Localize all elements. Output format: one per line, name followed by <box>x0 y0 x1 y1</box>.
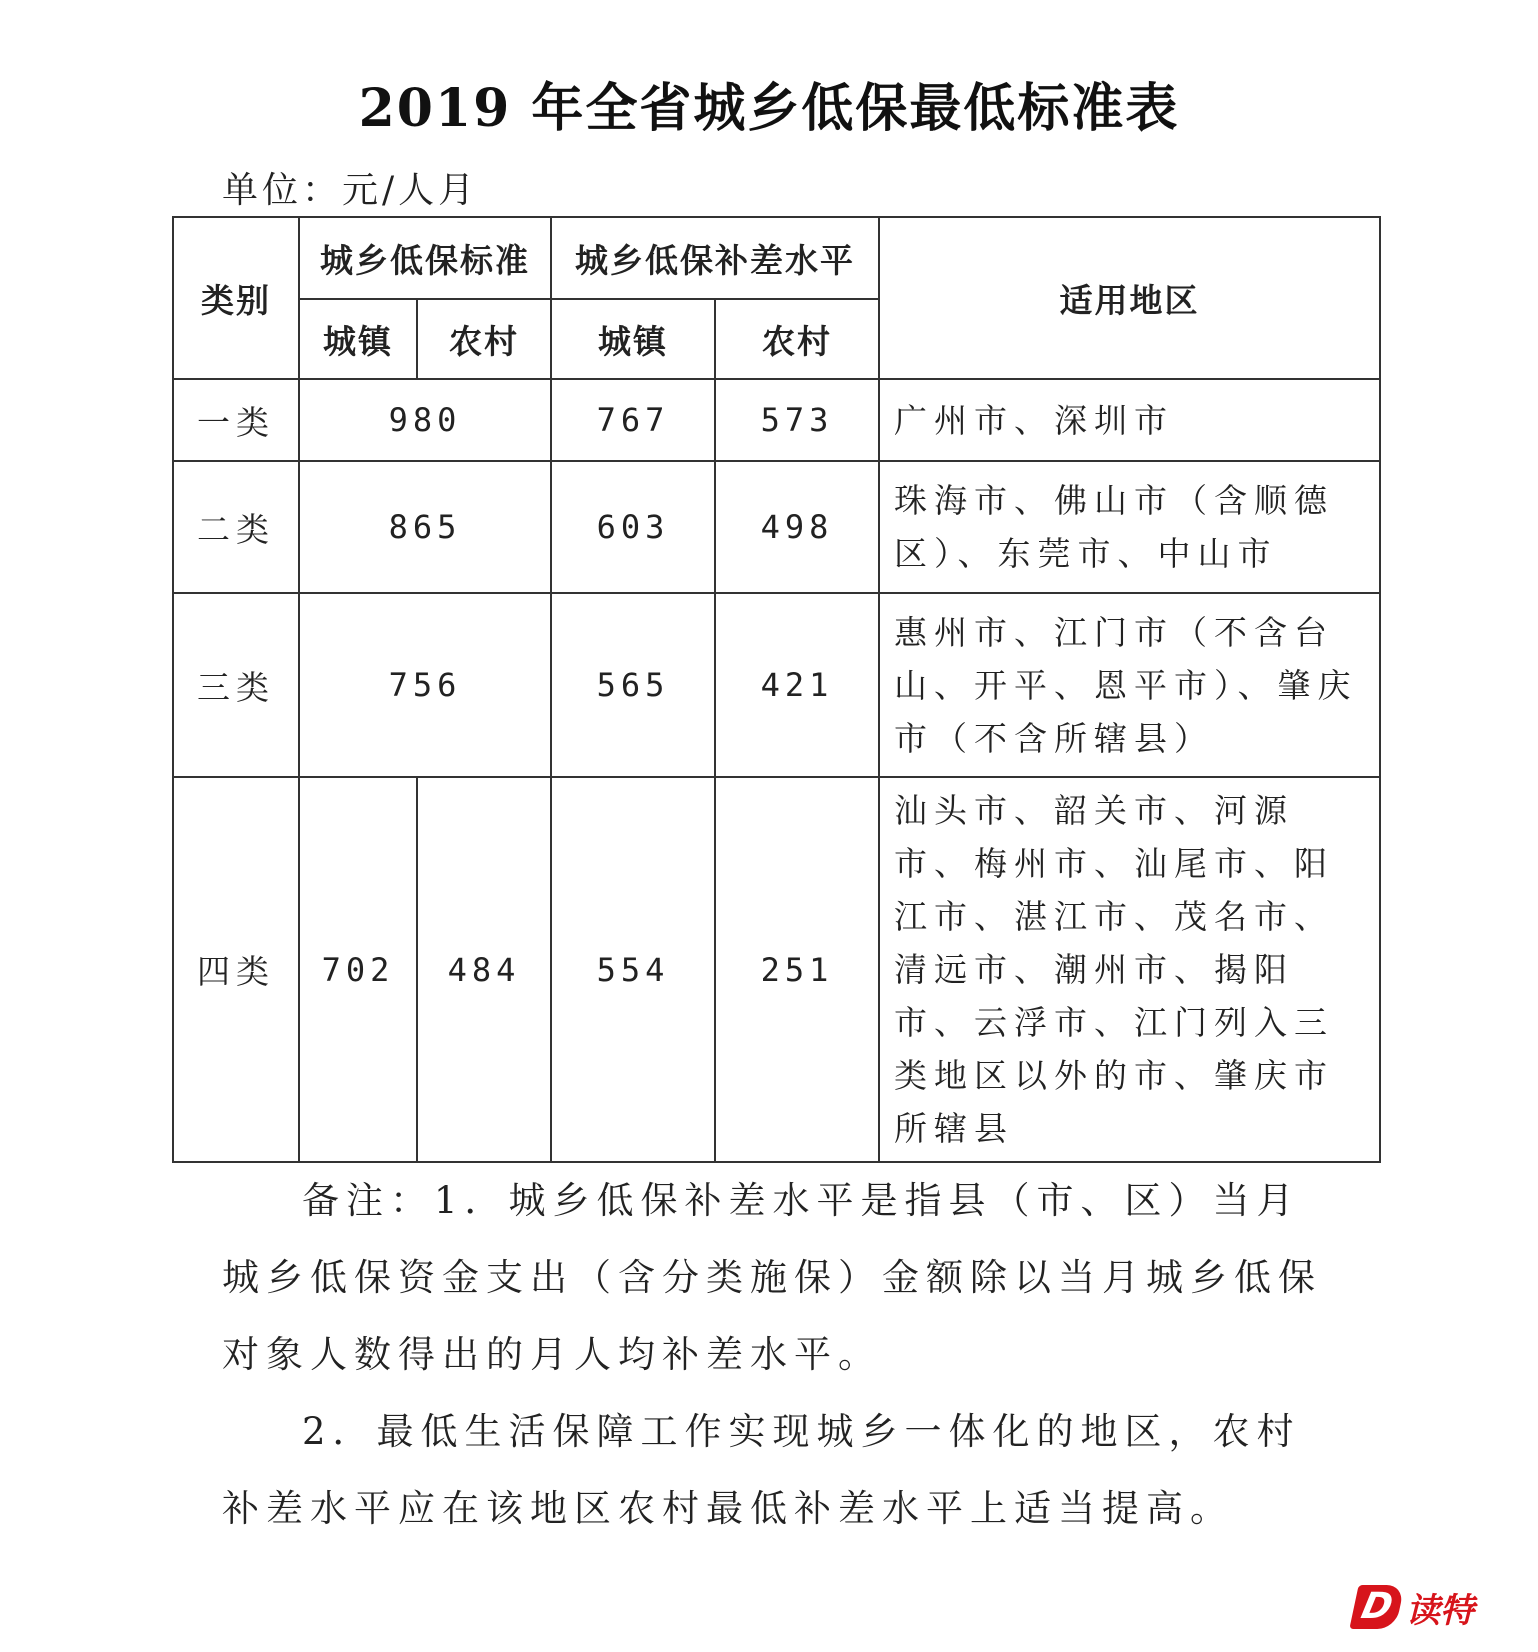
row-subsidy-rural: 421 <box>715 593 879 777</box>
header-subsidy: 城乡低保补差水平 <box>551 217 879 299</box>
logo-mark: D <box>1349 1585 1404 1629</box>
header-standard-rural: 农村 <box>417 299 551 379</box>
header-category: 类别 <box>173 217 299 379</box>
header-row <box>173 217 1380 299</box>
header-subsidy-rural: 农村 <box>715 299 879 379</box>
row-area: 惠州市、江门市（不含台山、开平、恩平市）、肇庆市（不含所辖县） <box>879 593 1380 777</box>
row-area: 广州市、深圳市 <box>879 379 1380 461</box>
row-standard-urban: 702 <box>299 777 417 1162</box>
header-subsidy-urban: 城镇 <box>551 299 715 379</box>
row-standard: 865 <box>299 461 551 593</box>
row-subsidy-rural: 251 <box>715 777 879 1162</box>
header-area: 适用地区 <box>879 217 1380 379</box>
dute-logo <box>1354 1582 1474 1632</box>
standards-table <box>172 216 1381 1163</box>
row-standard: 980 <box>299 379 551 461</box>
row-category: 一类 <box>173 379 299 461</box>
row-subsidy-rural: 498 <box>715 461 879 593</box>
row-subsidy-urban: 767 <box>551 379 715 461</box>
row-area: 汕头市、韶关市、河源市、梅州市、汕尾市、阳江市、湛江市、茂名市、清远市、潮州市、揭阳市、云浮市、江门列入三类地区以外的市、肇庆市所辖县 <box>879 777 1380 1162</box>
table-row <box>173 461 1380 593</box>
logo-text: 读特 <box>1406 1590 1474 1631</box>
row-subsidy-urban: 603 <box>551 461 715 593</box>
row-category: 三类 <box>173 593 299 777</box>
row-subsidy-urban: 565 <box>551 593 715 777</box>
notes <box>222 1162 1332 1547</box>
unit-label: 单位：元/人月 <box>222 170 479 211</box>
row-area: 珠海市、佛山市（含顺德区）、东莞市、中山市 <box>879 461 1380 593</box>
table-row <box>173 777 1380 1162</box>
table-row <box>173 593 1380 777</box>
row-category: 二类 <box>173 461 299 593</box>
row-subsidy-rural: 573 <box>715 379 879 461</box>
note-2: 2．最低生活保障工作实现城乡一体化的地区，农村补差水平应在该地区农村最低补差水平上适当提高。 <box>222 1410 1301 1530</box>
note-1: 备注：1．城乡低保补差水平是指县（市、区）当月城乡低保资金支出（含分类施保）金额除以当月城乡低保对象人数得出的月人均补差水平。 <box>222 1179 1322 1376</box>
row-category: 四类 <box>173 777 299 1162</box>
row-standard: 756 <box>299 593 551 777</box>
row-subsidy-urban: 554 <box>551 777 715 1162</box>
table-row <box>173 379 1380 461</box>
row-standard-rural: 484 <box>417 777 551 1162</box>
page-title: 2019 年全省城乡低保最低标准表 <box>358 78 1180 139</box>
header-standard-urban: 城镇 <box>299 299 417 379</box>
header-standard: 城乡低保标准 <box>299 217 551 299</box>
